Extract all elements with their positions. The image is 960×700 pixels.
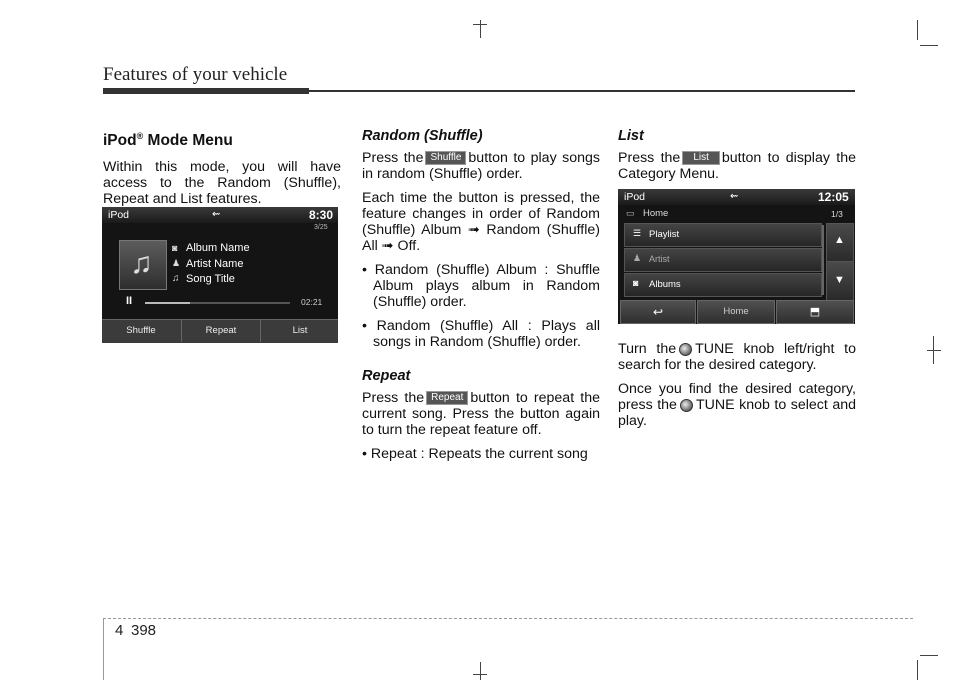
usb-icon: ⇜ <box>730 191 739 202</box>
repeat-inline-button: Repeat <box>426 391 468 405</box>
crop-mark <box>917 20 918 40</box>
list-item-artist[interactable] <box>624 248 822 272</box>
list-inline-button: List <box>682 151 720 165</box>
bullet-item: • Repeat : Repeats the current song <box>362 446 588 462</box>
list-item-label: Albums <box>649 279 681 290</box>
down-arrow-icon: ▼ <box>834 274 845 286</box>
album-icon: ◙ <box>633 278 639 288</box>
source-label: iPod <box>108 209 130 221</box>
track-count: 3/25 <box>314 224 328 231</box>
up-arrow-icon: ▲ <box>834 234 845 246</box>
list-item-albums[interactable] <box>624 273 822 297</box>
tune-paragraph: Turn the TUNE knob left/right to search for the desired category. <box>618 341 856 373</box>
list-heading: List <box>618 128 644 144</box>
clock: 12:05 <box>818 190 849 204</box>
crop-mark <box>920 655 938 656</box>
tune-knob-icon <box>680 399 693 412</box>
shuffle-button[interactable]: Shuffle <box>126 325 156 336</box>
list-button[interactable]: List <box>260 319 339 342</box>
repeat-heading: Repeat <box>362 368 411 384</box>
shuffle-order-paragraph: Each time the button is pressed, the feature changes in order of Random (Shuffle) Album ➟ Random (Shuffle) All ➟ Off. <box>362 190 600 254</box>
footer-rule <box>103 618 913 619</box>
crop-mark <box>917 660 918 680</box>
scroll-down-button[interactable] <box>826 261 854 301</box>
album-icon: ◙ <box>172 243 178 253</box>
usb-icon: ⇜ <box>212 209 221 220</box>
select-paragraph: Once you find the desired category, press the TUNE knob to select and play. <box>618 381 857 429</box>
back-button[interactable] <box>620 300 696 324</box>
scrollbar[interactable] <box>822 225 824 295</box>
artist-icon: ♟ <box>633 253 642 263</box>
crop-mark <box>927 350 941 351</box>
footer-margin-line <box>103 618 104 680</box>
source-label: iPod <box>624 191 646 203</box>
header-rule-accent <box>103 88 309 94</box>
page-number: 398 <box>131 622 157 639</box>
pause-icon[interactable]: II <box>126 295 133 307</box>
playlist-icon: ☰ <box>633 228 642 238</box>
elapsed-time: 02:21 <box>301 297 323 307</box>
ipod-category-screen <box>618 189 855 324</box>
home-button[interactable]: Home <box>697 300 775 324</box>
section-number: 4 <box>115 622 124 639</box>
album-name: Album Name <box>186 242 250 254</box>
scroll-up-button[interactable] <box>826 223 854 263</box>
crop-mark <box>480 662 481 680</box>
music-note-icon: ♫ <box>130 247 153 280</box>
tune-knob-icon <box>679 343 692 356</box>
clock: 8:30 <box>309 208 334 222</box>
progress-fill <box>145 302 190 304</box>
column-3 <box>618 128 856 190</box>
upper-folder-button[interactable] <box>776 300 854 324</box>
list-item-playlist[interactable] <box>624 223 822 247</box>
artist-name: Artist Name <box>186 258 244 270</box>
bullet-item: • Random (Shuffle) Album : Shuffle Album plays album in Random (Shuffle) order. <box>362 262 600 310</box>
repeat-paragraph: Press the Repeat button to repeat the current song. Press the button again to turn the repeat feature off. <box>362 390 600 438</box>
folder-label: Home <box>643 208 669 219</box>
shuffle-inline-button: Shuffle <box>425 151 466 165</box>
list-item-label: Artist <box>649 254 670 264</box>
crop-mark <box>473 24 487 25</box>
bullet-item: • Random (Shuffle) All : Plays all songs in Random (Shuffle) order. <box>362 318 600 350</box>
shuffle-paragraph: Press the Shuffle button to play songs in random (Shuffle) order. <box>362 150 600 182</box>
album-art <box>119 240 167 290</box>
crop-mark <box>480 20 481 38</box>
column-3-lower <box>618 341 856 437</box>
list-paragraph: Press the List button to display the Category Menu. <box>618 150 856 182</box>
song-title: Song Title <box>186 273 235 285</box>
back-arrow-icon: ↩ <box>652 305 664 319</box>
ipod-player-screen <box>102 207 338 342</box>
page-indicator: 1/3 <box>831 209 843 219</box>
list-item-label: Playlist <box>649 229 680 240</box>
page-header-title: Features of your vehicle <box>103 64 288 85</box>
column-1 <box>103 128 341 215</box>
upper-folder-icon: ⬒ <box>809 306 821 318</box>
registered-mark: ® <box>136 131 144 141</box>
crop-mark <box>920 45 938 46</box>
folder-icon: ▭ <box>626 208 635 218</box>
repeat-button[interactable]: Repeat <box>181 319 260 342</box>
intro-paragraph: Within this mode, you will have access to the Random (Shuffle), Repeat and List features. <box>103 159 341 208</box>
column-2 <box>362 128 600 470</box>
crop-mark <box>473 674 487 675</box>
shuffle-heading: Random (Shuffle) <box>362 128 483 144</box>
song-icon: ♫ <box>172 273 180 284</box>
section-heading: iPod® Mode Menu <box>103 131 233 150</box>
artist-icon: ♟ <box>172 258 181 268</box>
